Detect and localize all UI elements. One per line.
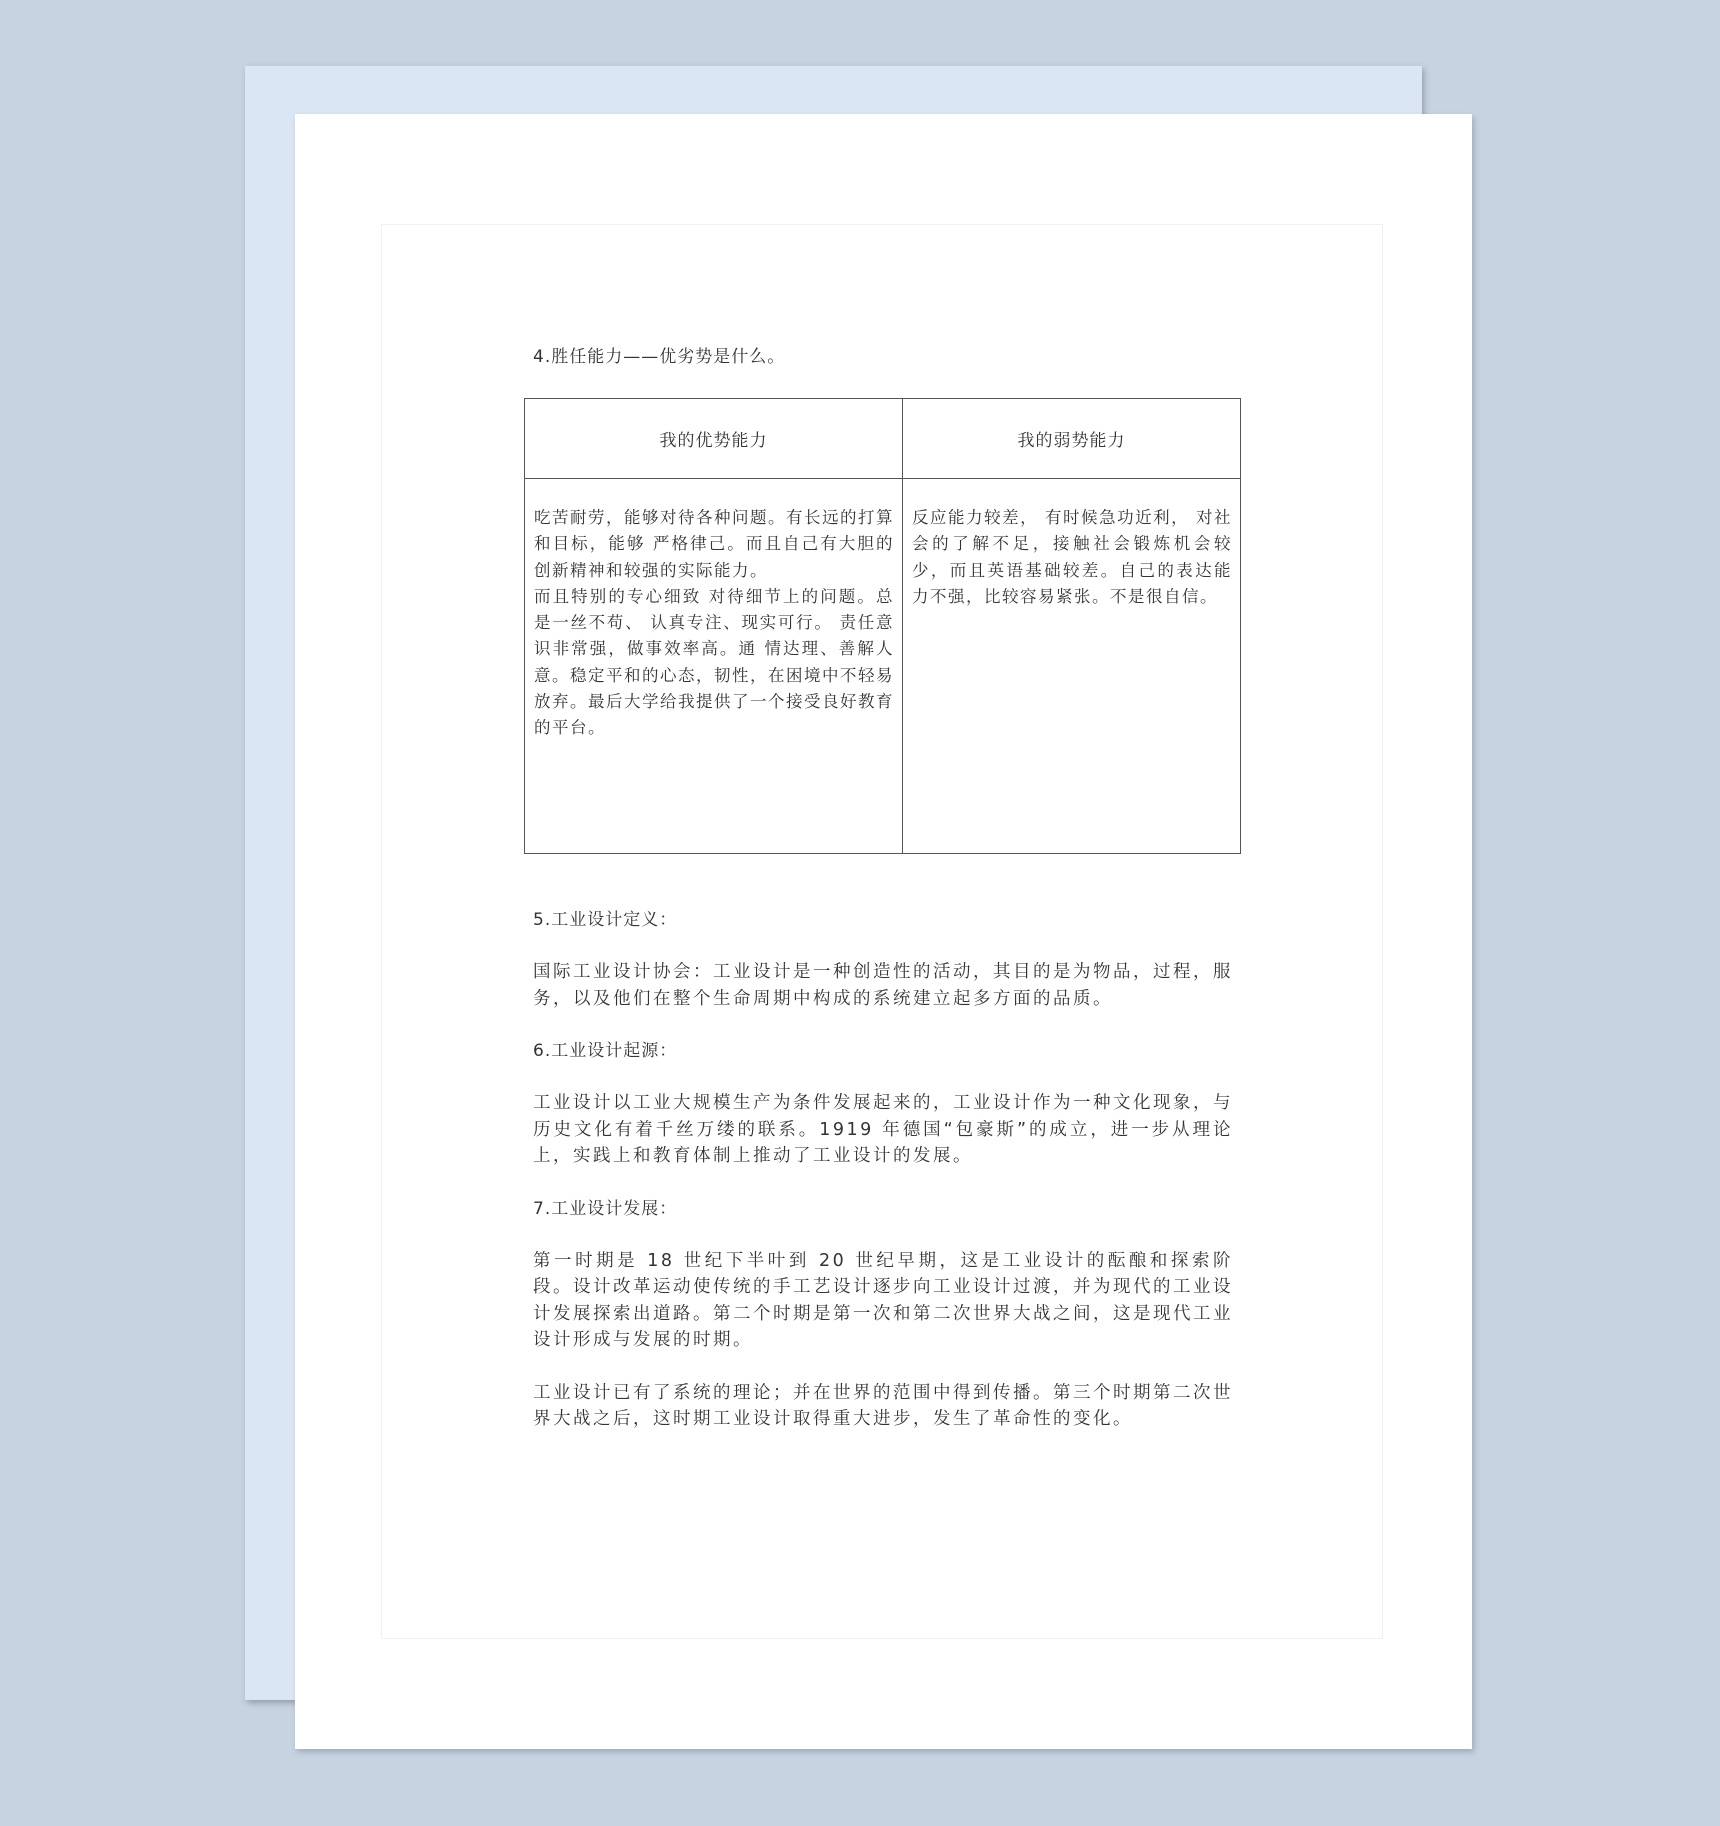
section6-heading: 6.工业设计起源： xyxy=(533,1041,678,1061)
header-weaknesses: 我的弱势能力 xyxy=(903,399,1241,479)
header-strengths: 我的优势能力 xyxy=(525,399,903,479)
section7-heading: 7.工业设计发展： xyxy=(533,1198,678,1219)
body-content xyxy=(533,907,1233,1433)
table-row xyxy=(525,479,1241,854)
section5-paragraph: 国际工业设计协会：工业设计是一种创造性的活动，其目的是为物品，过程，服务，以及他们在整个生命周期中构成的系统建立起多方面的品质。 xyxy=(533,962,1233,1009)
strengths-cell xyxy=(525,479,903,854)
strengths-text-2: 而且特别的专心细致 对待细节上的问题。总是一丝不苟、 认真专注、现实可行。 责任意识非常强，做事效率高。通 情达理、善解人意。稳定平和的心态，韧性，在困境中不轻易放弃。最后大学给我提供了一个接受良好教育的平台。 xyxy=(534,586,894,738)
section7-paragraph-2: 工业设计已有了系统的理论；并在世界的范围中得到传播。第三个时期第二次世界大战之后，这时期工业设计取得重大进步，发生了革命性的变化。 xyxy=(533,1382,1233,1429)
section7-paragraph-1: 第一时期是 18 世纪下半叶到 20 世纪早期，这是工业设计的酝酿和探索阶段。设计改革运动使传统的手工艺设计逐步向工业设计过渡，并为现代的工业设计发展探索出道路。第二个时期是第一次和第二次世界大战之间，这是现代工业设计形成与发展的时期。 xyxy=(533,1250,1233,1350)
document-page xyxy=(295,114,1472,1749)
weaknesses-cell: 反应能力较差， 有时候急功近利， 对社会的了解不足，接触社会锻炼机会较少，而且英语基础较差。自己的表达能力不强，比较容易紧张。不是很自信。 xyxy=(903,479,1241,854)
strengths-text-1: 吃苦耐劳，能够对待各种问题。有长远的打算和目标，能够 严格律己。而且自己有大胆的创新精神和较强的实际能力。 xyxy=(534,508,894,580)
strengths-weaknesses-table xyxy=(524,398,1241,854)
table-header-row xyxy=(525,399,1241,479)
section4-heading: 4.胜任能力——优劣势是什么。 xyxy=(533,347,786,367)
section5-heading: 5.工业设计定义： xyxy=(533,910,678,930)
section6-paragraph: 工业设计以工业大规模生产为条件发展起来的，工业设计作为一种文化现象，与历史文化有着千丝万缕的联系。1919 年德国“包豪斯”的成立，进一步从理论上，实践上和教育体制上推动了工业设计的发展。 xyxy=(533,1093,1233,1166)
